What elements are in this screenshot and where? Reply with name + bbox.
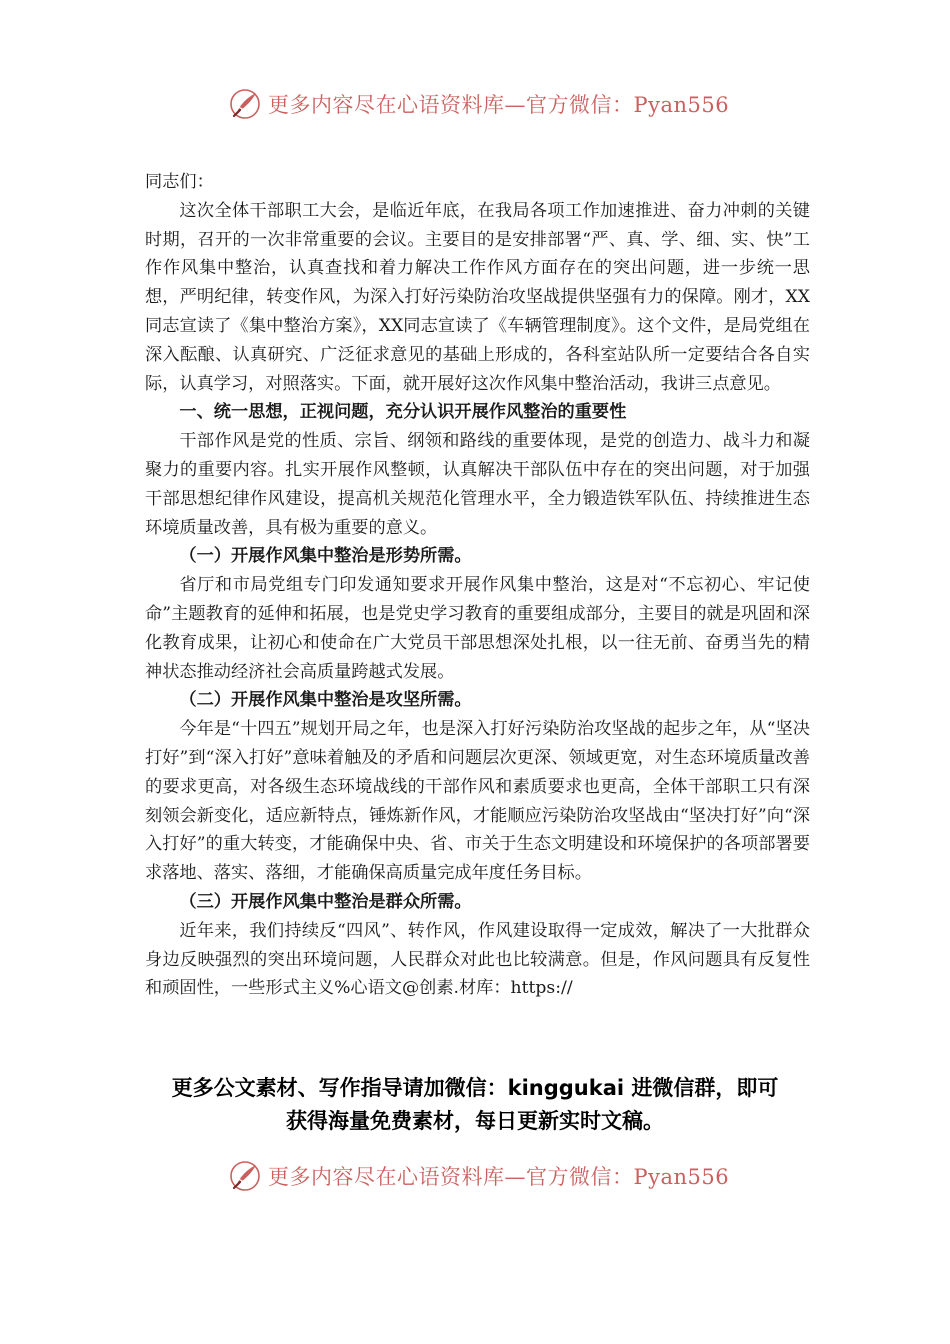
subheading-3: （三）开展作风集中整治是群众所需。 xyxy=(179,891,472,912)
promo-line-2: 获得海量免费素材，每日更新实时文稿。 xyxy=(286,1109,664,1133)
quill-pen-logo-icon xyxy=(228,1159,262,1193)
paragraph-intro: 这次全体干部职工大会，是临近年底，在我局各项工作加速推进、奋力冲刺的关键时期，召开的一次非常重要的会议。主要目的是安排部署“严、真、学、细、实、快”工作作风集中整治，认真查找和着力解决工作作风方面存在的突出问题，进一步统一思想，严明纪律，转变作风，为深入打好污染防治攻坚战提供坚强有力的保障。刚才，XX同志宣读了《集中整治方案》，XX同志宣读了《车辆管理制度》。这个文件，是局党组在深入酝酿、认真研究、广泛征求意见的基础上形成的，各科室站队所一定要结合各自实际，认真学习，对照落实。下面，就开展好这次作风集中整治活动，我讲三点意见。 xyxy=(145,200,810,394)
subheading-2: （二）开展作风集中整治是攻坚所需。 xyxy=(179,690,472,711)
promo-line-1: 更多公文素材、写作指导请加微信：kinggukai 进微信群，即可 xyxy=(171,1076,779,1100)
promo-notice xyxy=(135,1072,815,1138)
footer-watermark-banner xyxy=(228,1158,728,1194)
section-heading-1: 一、统一思想，正视问题，充分认识开展作风整治的重要性 xyxy=(179,402,627,423)
subheading-1: （一）开展作风集中整治是形势所需。 xyxy=(179,546,472,567)
header-watermark-banner xyxy=(228,86,728,122)
quill-pen-logo-icon xyxy=(228,87,262,121)
footer-banner-text: 更多内容尽在心语资料库—官方微信：Pyan556 xyxy=(268,1165,730,1189)
salutation: 同志们： xyxy=(145,172,214,192)
speech-body xyxy=(145,168,810,1003)
paragraph-sub-3: 近年来，我们持续反“四风”、转作风，作风建设取得一定成效，解决了一大批群众身边反映强烈的突出环境问题，人民群众对此也比较满意。但是，作风问题具有反复性和顽固性，一些形式主义%心语文@创素.材库：https:// xyxy=(145,920,810,999)
paragraph-section-1: 干部作风是党的性质、宗旨、纲领和路线的重要体现，是党的创造力、战斗力和凝聚力的重要内容。扎实开展作风整顿，认真解决干部队伍中存在的突出问题，对于加强干部思想纪律作风建设，提高机关规范化管理水平，全力锻造铁军队伍、持续推进生态环境质量改善，具有极为重要的意义。 xyxy=(145,431,810,538)
header-banner-text: 更多内容尽在心语资料库—官方微信：Pyan556 xyxy=(268,93,730,117)
paragraph-sub-1: 省厅和市局党组专门印发通知要求开展作风集中整治，这是对“不忘初心、牢记使命”主题教育的延伸和拓展，也是党史学习教育的重要组成部分，主要目的就是巩固和深化教育成果，让初心和使命在广大党员干部思想深处扎根，以一往无前、奋勇当先的精神状态推动经济社会高质量跨越式发展。 xyxy=(145,575,810,682)
paragraph-sub-2: 今年是“十四五”规划开局之年，也是深入打好污染防治攻坚战的起步之年，从“坚决打好”到“深入打好”意味着触及的矛盾和问题层次更深、领域更宽，对生态环境质量改善的要求更高，对各级生态环境战线的干部作风和素质要求也更高，全体干部职工只有深刻领会新变化，适应新特点，锤炼新作风，才能顺应污染防治攻坚战由“坚决打好”向“深入打好”的重大转变，才能确保中央、省、市关于生态文明建设和环境保护的各项部署要求落地、落实、落细，才能确保高质量完成年度任务目标。 xyxy=(145,719,810,884)
